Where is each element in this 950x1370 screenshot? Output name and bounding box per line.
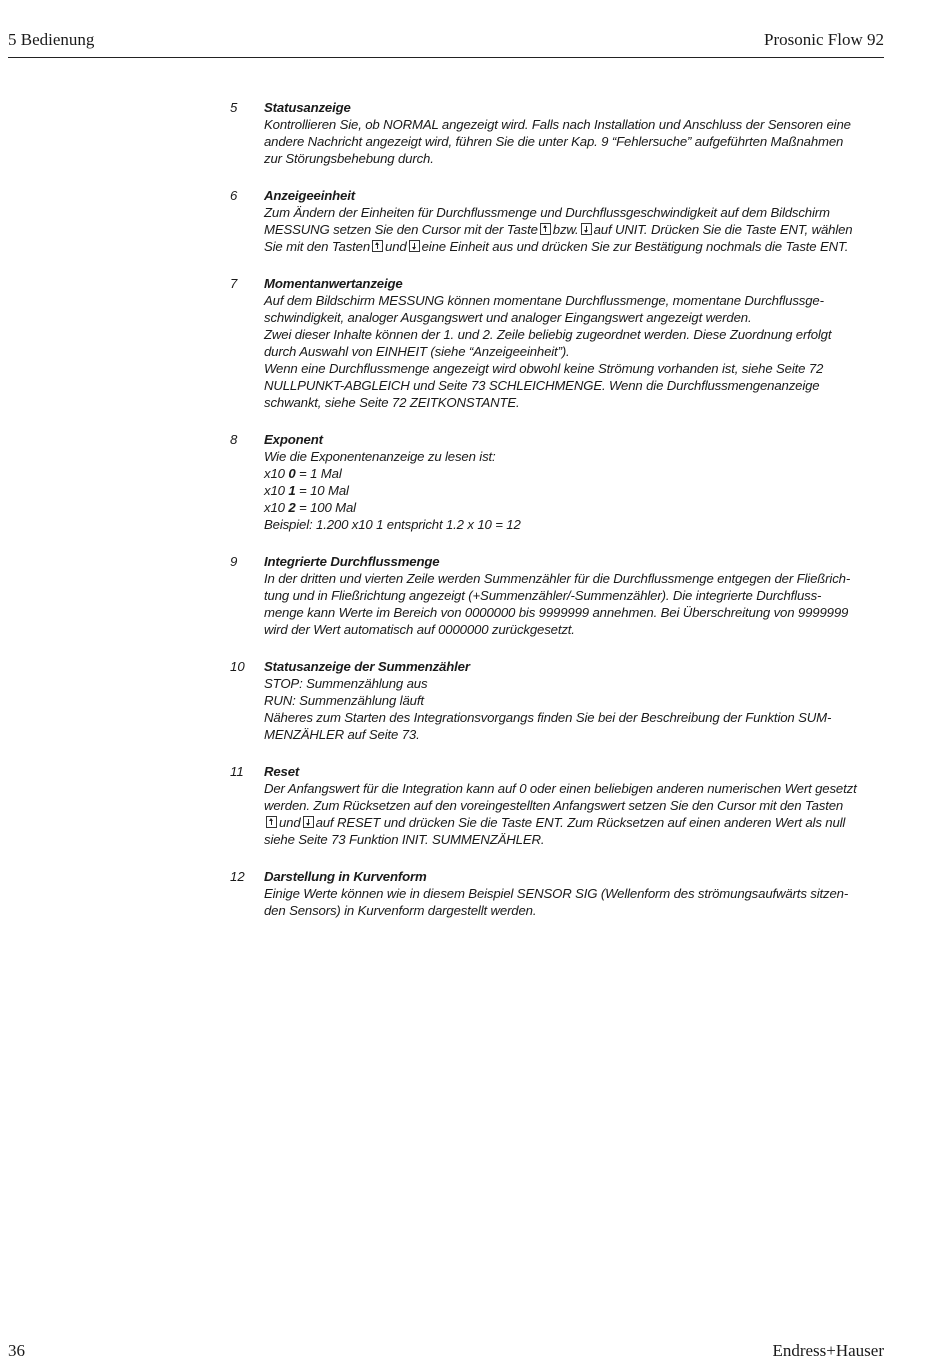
- item-body: [264, 99, 890, 167]
- item-exponent: [230, 431, 890, 533]
- arrow-up-key-icon: [540, 223, 551, 235]
- text-fragment: auf UNIT. Drücken Sie die Taste ENT, wählen: [593, 222, 853, 237]
- arrow-down-key-icon: [303, 816, 314, 828]
- text-line: wird der Wert automatisch auf 0000000 zurückgesetzt.: [264, 622, 575, 637]
- page-header: [8, 30, 884, 58]
- text-line: [264, 221, 890, 238]
- arrow-up-key-icon: [372, 240, 383, 252]
- arrow-up-key-icon: [266, 816, 277, 828]
- item-number: 6: [230, 188, 238, 203]
- item-number: 8: [230, 432, 238, 447]
- item-title: Statusanzeige der Summenzähler: [264, 659, 470, 674]
- text-fragment: eine Einheit aus und drücken Sie zur Bestätigung nochmals die Taste ENT.: [421, 239, 849, 254]
- text-line: NULLPUNKT-ABGLEICH und Seite 73 SCHLEICHMENGE. Wenn die Durchflussmengenanzeige: [264, 378, 820, 393]
- item-title: Darstellung in Kurvenform: [264, 869, 427, 884]
- text-line: tung und in Fließrichtung angezeigt (+Summenzähler/-Summenzähler). Die integrierte Durchfluss-: [264, 588, 822, 603]
- item-number: 11: [230, 764, 244, 779]
- text-fragment: MESSUNG setzen Sie den Cursor mit der Taste: [264, 222, 538, 237]
- item-title: Anzeigeeinheit: [264, 188, 355, 203]
- text-fragment: = 10 Mal: [295, 483, 349, 498]
- item-body: [264, 553, 890, 638]
- text-line: [264, 238, 890, 255]
- text-fragment: = 100 Mal: [295, 500, 356, 515]
- item-body: [264, 763, 890, 848]
- text-line: durch Auswahl von EINHEIT (siehe “Anzeigeeinheit”).: [264, 344, 570, 359]
- exponent-value: 0: [288, 466, 296, 481]
- item-number: 5: [230, 100, 238, 115]
- text-line: Wenn eine Durchflussmenge angezeigt wird obwohl keine Strömung vorhanden ist, siehe Seite 72: [264, 361, 824, 376]
- text-line: Beispiel: 1.200 x10 1 entspricht 1.2 x 10 = 12: [264, 517, 521, 532]
- text-fragment: und: [385, 239, 407, 254]
- text-line: RUN: Summenzählung läuft: [264, 693, 424, 708]
- text-fragment: x10: [264, 466, 289, 481]
- page-number: 36: [8, 1341, 25, 1360]
- chapter-title: 5 Bedienung: [8, 30, 95, 49]
- text-line: Einige Werte können wie in diesem Beispiel SENSOR SIG (Wellenform des strömungsaufwärts sitzen-: [264, 886, 849, 901]
- item-title: Momentanwertanzeige: [264, 276, 403, 291]
- item-number: 10: [230, 659, 245, 674]
- item-body: [264, 658, 890, 743]
- item-reset: [230, 763, 890, 848]
- exponent-row: [264, 465, 890, 482]
- item-title: Exponent: [264, 432, 323, 447]
- item-number: 12: [230, 869, 245, 884]
- item-statusanzeige: [230, 99, 890, 167]
- text-line: Kontrollieren Sie, ob NORMAL angezeigt wird. Falls nach Installation und Anschluss der Sensoren eine: [264, 117, 851, 132]
- text-line: schwindigkeit, analoger Ausgangswert und analoger Eingangswert angezeigt werden.: [264, 310, 752, 325]
- item-title: Statusanzeige: [264, 100, 351, 115]
- text-fragment: x10: [264, 483, 289, 498]
- text-fragment: x10: [264, 500, 289, 515]
- text-fragment: = 1 Mal: [295, 466, 342, 481]
- item-body: [264, 275, 890, 411]
- text-line: werden. Zum Rücksetzen auf den voreingestellten Anfangswert setzen Sie den Cursor mit den Tasten: [264, 798, 844, 813]
- item-title: Integrierte Durchflussmenge: [264, 554, 440, 569]
- text-line: Wie die Exponentenanzeige zu lesen ist:: [264, 449, 496, 464]
- text-line: schwankt, siehe Seite 72 ZEITKONSTANTE.: [264, 395, 520, 410]
- item-list: [230, 99, 890, 939]
- product-title: Prosonic Flow 92: [764, 30, 884, 49]
- text-line: [264, 814, 890, 831]
- text-fragment: bzw.: [552, 222, 579, 237]
- item-darstellung-kurvenform: [230, 868, 890, 919]
- text-line: Der Anfangswert für die Integration kann auf 0 oder einen beliebigen anderen numerischen Wert gesetzt: [264, 781, 857, 796]
- item-anzeigeeinheit: [230, 187, 890, 255]
- text-line: den Sensors) in Kurvenform dargestellt werden.: [264, 903, 537, 918]
- text-line: zur Störungsbehebung durch.: [264, 151, 434, 166]
- arrow-down-key-icon: [409, 240, 420, 252]
- item-title: Reset: [264, 764, 300, 779]
- text-line: STOP: Summenzählung aus: [264, 676, 428, 691]
- exponent-value: 2: [288, 500, 296, 515]
- text-fragment: und: [279, 815, 301, 830]
- text-line: Zwei dieser Inhalte können der 1. und 2. Zeile beliebig zugeordnet werden. Diese Zuordnung erfolgt: [264, 327, 832, 342]
- text-line: siehe Seite 73 Funktion INIT. SUMMENZÄHLER.: [264, 832, 545, 847]
- item-statusanzeige-summenzaehler: [230, 658, 890, 743]
- text-fragment: auf RESET und drücken Sie die Taste ENT. Zum Rücksetzen auf einen anderen Wert als null: [315, 815, 846, 830]
- text-line: MENZÄHLER auf Seite 73.: [264, 727, 420, 742]
- text-fragment: Sie mit den Tasten: [264, 239, 371, 254]
- item-number: 7: [230, 276, 238, 291]
- brand-logo: Endress+Hauser: [772, 1341, 884, 1360]
- text-line: andere Nachricht angezeigt wird, führen Sie die unter Kap. 9 “Fehlersuche” aufgeführten Maßnahmen: [264, 134, 844, 149]
- item-integrierte-durchflussmenge: [230, 553, 890, 638]
- text-line: Zum Ändern der Einheiten für Durchflussmenge und Durchflussgeschwindigkeit auf dem Bildschirm: [264, 205, 830, 220]
- arrow-down-key-icon: [581, 223, 592, 235]
- item-body: [264, 187, 890, 255]
- text-line: Näheres zum Starten des Integrationsvorgangs finden Sie bei der Beschreibung der Funktion SUM-: [264, 710, 832, 725]
- exponent-row: [264, 499, 890, 516]
- text-line: In der dritten und vierten Zeile werden Summenzähler für die Durchflussmenge entgegen der Fließrich-: [264, 571, 851, 586]
- item-body: [264, 868, 890, 919]
- exponent-value: 1: [288, 483, 296, 498]
- exponent-row: [264, 482, 890, 499]
- item-number: 9: [230, 554, 238, 569]
- item-body: [264, 431, 890, 533]
- item-momentanwertanzeige: [230, 275, 890, 411]
- page-footer: [8, 1341, 884, 1361]
- text-line: menge kann Werte im Bereich von 0000000 bis 9999999 annehmen. Bei Überschreitung von 9999999: [264, 605, 849, 620]
- text-line: Auf dem Bildschirm MESSUNG können momentane Durchflussmenge, momentane Durchflussge-: [264, 293, 824, 308]
